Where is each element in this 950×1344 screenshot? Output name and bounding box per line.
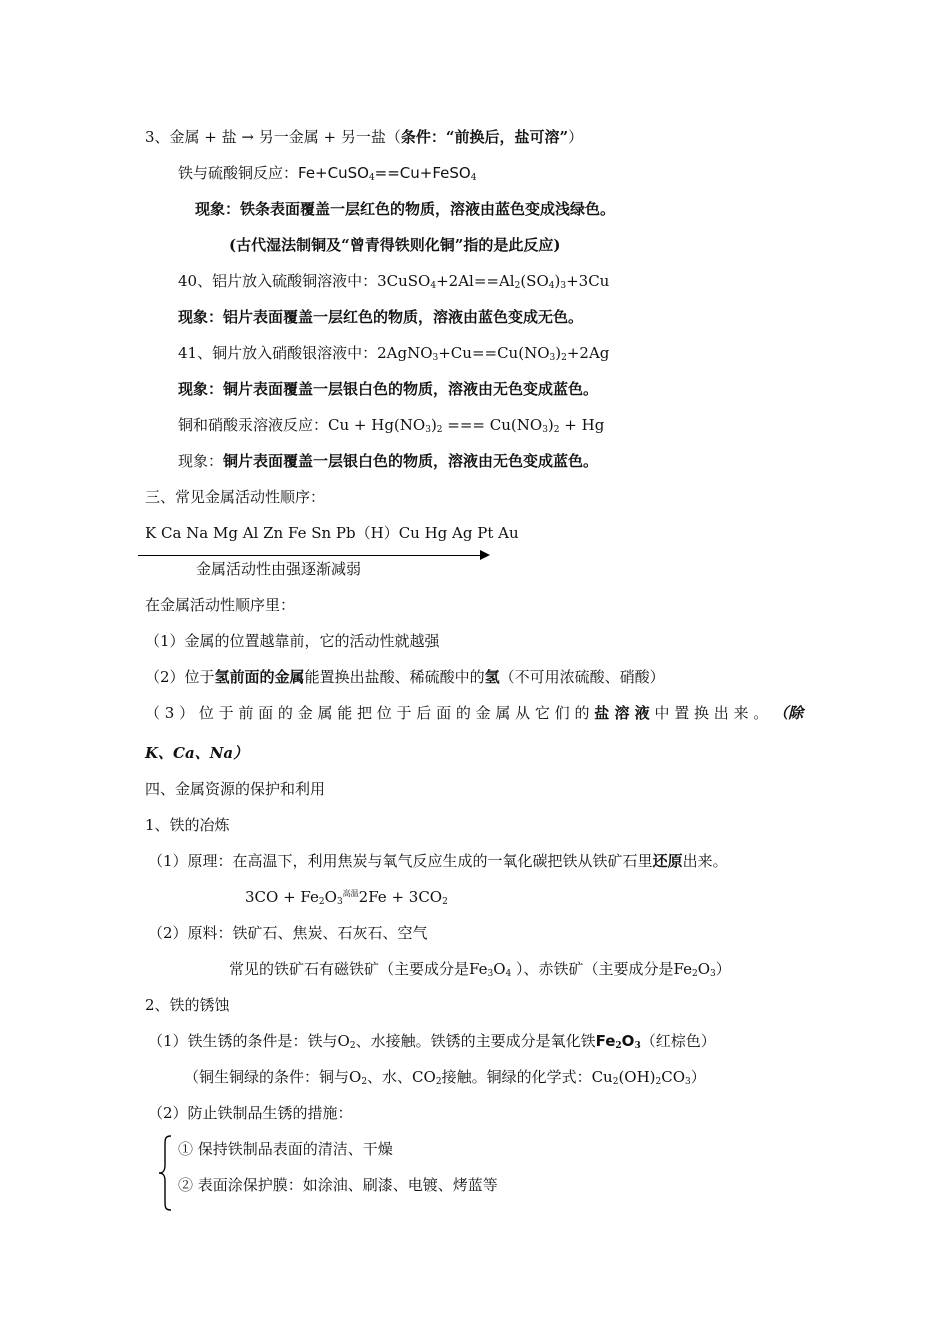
activity-rule-3: （ 3 ） 位 于 前 面 的 金 属 能 把 位 于 后 面 的 金 属 从 它 们 的 盐 溶 液 中 置 换 出 来 。 （除 <box>145 704 804 722</box>
activity-series-elements: K Ca Na Mg Al Zn Fe Sn Pb（H）Cu Hg Ag Pt Au <box>145 524 519 542</box>
smelting-principle: （1）原理：在高温下，利用焦炭与氧气反应生成的一氧化碳把铁从铁矿石里还原出来。 <box>148 852 728 870</box>
condition-high-temperature: 高温 <box>342 889 359 898</box>
phenomenon-iron: 现象：铁条表面覆盖一层红色的物质，溶液由蓝色变成浅绿色。 <box>195 200 616 218</box>
subsection-iron-rusting: 2、铁的锈蚀 <box>145 996 230 1014</box>
activity-rule-2: （2）位于氢前面的金属能置换出盐酸、稀硫酸中的氢（不可用浓硫酸、硝酸） <box>145 668 665 686</box>
common-iron-ores: 常见的铁矿石有磁铁矿（主要成分是$Fe_3O_4$ ）、赤铁矿（主要成分是$Fe_2O_3$） <box>229 960 731 979</box>
phenomenon-copper-silver: 现象：铜片表面覆盖一层银白色的物质，溶液由无色变成蓝色。 <box>178 380 599 398</box>
equation-copper-silver-nitrate: 41、铜片放入硝酸银溶液中：$2AgNO_3+Cu==Cu(NO_3)_2+2Ag$ <box>178 344 610 363</box>
equation-smelting: $3CO + Fe_2O_3^{高温}2Fe + 3CO_2$ <box>245 888 448 907</box>
activity-arrow-shaft <box>138 555 483 556</box>
rusting-conditions: （1）铁生锈的条件是：铁与$O_2$、水接触。铁锈的主要成分是氧化铁$Fe_2O_3$（红棕色） <box>148 1032 716 1051</box>
arrow-right-icon <box>480 550 490 560</box>
rust-prevention-item-2: ② 表面涂保护膜：如涂油、刷漆、电镀、烤蓝等 <box>178 1176 498 1194</box>
activity-rule-3-exception: K、Ca、Na） <box>145 744 249 762</box>
note-ancient-copper: (古代湿法制铜及“曾青得铁则化铜”指的是此反应) <box>229 236 561 254</box>
rust-prevention-item-1: ① 保持铁制品表面的清洁、干燥 <box>178 1140 393 1158</box>
equation-aluminum-copper-sulfate: 40、铝片放入硫酸铜溶液中：$3CuSO_4+2Al==Al_2(SO_4)_3+3Cu$ <box>178 272 610 291</box>
equation-iron-copper-sulfate: 铁与硫酸铜反应：Fe+CuSO$_4$==Cu+FeSO$_4$ <box>178 164 477 183</box>
subsection-iron-smelting: 1、铁的冶炼 <box>145 816 230 834</box>
section-title-metal-resources: 四、金属资源的保护和利用 <box>145 780 326 798</box>
activity-rules-intro: 在金属活动性顺序里： <box>145 596 296 614</box>
activity-rule-1: （1）金属的位置越靠前，它的活动性就越强 <box>145 632 440 650</box>
phenomenon-aluminum: 现象：铝片表面覆盖一层红色的物质，溶液由蓝色变成无色。 <box>178 308 584 326</box>
heading-metal-salt-reaction: 3、金属 + 盐 → 另一金属 + 另一盐（条件：“前换后，盐可溶”） <box>145 128 584 146</box>
equation-copper-mercury-nitrate: 铜和硝酸汞溶液反应：$Cu + Hg(NO_3)_2$ === $Cu(NO_3)_2 + Hg$ <box>178 416 605 435</box>
copper-patina-conditions: （铜生铜绿的条件：铜与$O_2$、水、$CO_2$接触。铜绿的化学式：$Cu_2(OH)_2CO_3$） <box>184 1068 706 1087</box>
rust-prevention-title: （2）防止铁制品生锈的措施： <box>148 1104 353 1122</box>
section-title-activity-series: 三、常见金属活动性顺序： <box>145 488 326 506</box>
smelting-raw-materials: （2）原料：铁矿石、焦炭、石灰石、空气 <box>148 924 428 942</box>
left-brace-icon <box>158 1135 172 1211</box>
activity-arrow-caption: 金属活动性由强逐渐减弱 <box>196 560 362 578</box>
phenomenon-copper-mercury: 现象：铜片表面覆盖一层银白色的物质，溶液由无色变成蓝色。 <box>178 452 599 470</box>
